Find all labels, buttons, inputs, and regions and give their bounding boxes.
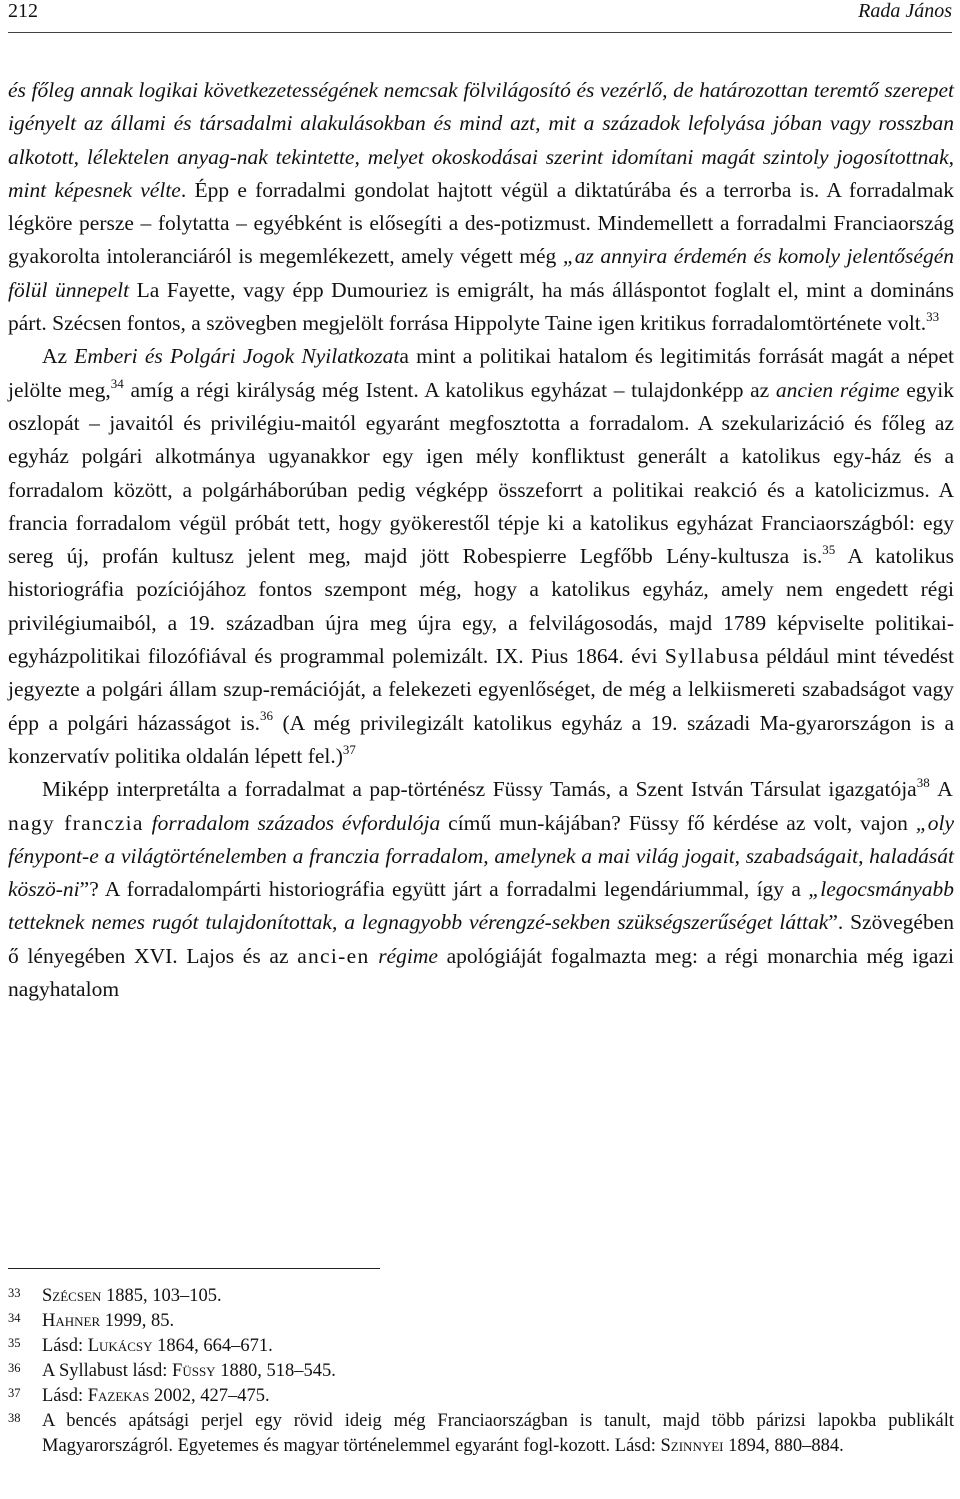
header-rule [8,32,952,33]
syllabus-term: Syllabus [664,644,750,669]
footnote-number: 33 [8,1286,21,1300]
footnote [8,1309,954,1334]
footnote-ref-35: 35 [822,542,836,557]
footnote [8,1409,954,1459]
footnote-text: A bencés apátsági perjel egy rövid ideig még Franciaországban is tanult, majd több párizsi lapokba publikált Magyarországról. Egyetemes és magyar történelemmel egyaránt fogl-kozott. Lásd: Szinnyei 1894, 880–884. [42,1411,954,1456]
footnote-number: 35 [8,1336,21,1350]
paragraph-3: Miképp interpretálta a forradalmat a pap-történész Füssy Tamás, a Szent István Társulat igazgatója$^{38}$ A nagy franczia forradalom százados évfordulója című mun-kájában? Füssy fő kérdése az volt, vajon „oly fénypont-e a világtörténelemben a franczia forradalom, amelynek a mai világ jogait, szabadságait, haladását köszö-ni”? A forradalompárti historiográfia együtt járt a forradalmi legendáriummal, így a „legocsmányabb tetteknek nemes rugót tulajdonítottak, a legnagyobb vérengzé-sekben szükségszerűséget láttak”. Szövegében ő lényegében XVI. Lajos és az anci-en régime apológiáját fogalmazta meg: a régi monarchia még igazi nagyhatalom [8,775,955,1002]
footnote-number: 36 [8,1361,21,1375]
main-text [8,74,954,1006]
footnote-ref-36: 36 [260,708,274,724]
quote-la-fayette: „az annyira érdemén és komoly jelentőségén fölül ünnepelt [8,244,955,302]
paragraph-2: Az Emberi és Polgári Jogok Nyilatkozata mint a politikai hatalom és legitimitás forrását magát a népet jelölte meg,$^{34}$ amíg a régi királyság még Istent. A katolikus egyházat – tulajdonképp az ancien régime egyik oszlopát – javaitól és privilégiu-maitól egyaránt megfosztotta a forradalom. A szekularizáció és főleg az egyház polgári alkotmánya ugyanakkor egy igen mély konfliktust generált a katolikus egy-ház és a forradalom között, a polgárháborúban pedig végképp összeforrt a politikai reakció és a katolicizmus. A francia forradalom végül próbát tett, hogy gyökerestől tépje ki a katolikus egyházat Franciaországból: egy sereg új, profán kultusz jelent meg, majd jött Robespierre Legfőbb Lény-kultusza is.$^{35}$ A katolikus historiográfia pozíciójához fontos szempont még, hogy a katolikus egyház, amely nem engedett régi privilégiumaiból, a 19. században újra meg újra egy, a felvilágosodás, majd 1789 képviselte politikai-egyházpolitikai filozófiával és programmal polemizált. IX. Pius 1864. évi Syllabusa például mint tévedést jegyezte a polgári állam szup-remációját, a felekezeti egyenlőséget, de még a lelkiismereti szabadságot vagy épp a polgári házasságot is.$^{36}$ (A még privilegizált katolikus egyház a 19. századi Ma-gyarországon is a konzervatív politika oldalán lépett fel.)$^{37}$ [8,344,955,768]
footnote-ref-34: 34 [110,375,124,391]
footnote-separator [8,1268,380,1269]
footnote [8,1384,954,1409]
footnote-number: 37 [8,1386,21,1400]
footnotes [8,1284,954,1459]
paragraph-1: és főleg annak logikai következetességének nemcsak fölvilágosító és vezérlő, de határozottan teremtő szerepet igényelt az állami és társadalmi alakulásokban és mind azt, mit a századok lefolyása jóban vagy rosszban alkotott, lélektelen anyag-nak tekintette, melyet okoskodásai szerint idomítani magát szintoly jogosítottnak, mint képesnek vélte. Épp e forradalmi gondolat hajtott végül a diktatúrába és a terrorba is. A forradalmak légköre persze – folytatta – egyébként is elősegíti a des-potizmust. Mindemellett a forradalmi Franciaország gyakorolta intoleranciáról is megemlékezett, amely végett még „az annyira érdemén és komoly jelentőségén fölül ünnepelt La Fayette, vagy épp Dumouriez is emigrált, ha más álláspontot foglalt el, mint a domináns párt. Szécsen fontos, a szövegben megjelölt forrása Hippolyte Taine igen kritikus forradalomtörténete volt.$^{33}$ [8,78,955,336]
work-title-spaced: A nagy franczia [8,777,955,835]
footnote-number: 34 [8,1311,21,1325]
footnote [8,1334,954,1359]
footnote-text: Lásd: Fazekas 2002, 427–475. [42,1386,270,1406]
running-head-author: Rada János [858,0,952,22]
footnote-text: Hahner 1999, 85. [42,1311,175,1331]
page-number: 212 [8,0,38,22]
quote-fussy-2: „legocsmányabb tetteknek nemes rugót tulajdonítottak, a legnagyobb vérengzé-sekben szükségszerűséget láttak [8,877,954,935]
ancien-regime-term: ancien régime [775,377,900,402]
quote-fussy-1: „oly fénypont-e a világtörténelemben a franczia forradalom, amelynek a mai világ jogait, szabadságait, haladását köszö-ni [8,810,954,902]
footnote-text: Szécsen 1885, 103–105. [42,1286,222,1306]
footnote-ref-33: 33 [926,308,940,324]
footnote-ref-37: 37 [342,741,356,757]
footnote-number: 38 [8,1411,21,1425]
quote-szecsen: és főleg annak logikai következetességének nemcsak fölvilágosító és vezérlő, de határozottan teremtő szerepet igényelt az állami és társadalmi alakulásokban és mind azt, mit a századok lefolyása jóban vagy rosszban alkotott, lélektelen anyag-nak tekintette, melyet okoskodásai szerint idomítani magát szintoly jogosítottnak, mint képesnek vélte [8,78,954,202]
running-header [8,0,952,28]
footnote-text: Lásd: Lukácsy 1864, 664–671. [42,1336,273,1356]
footnote-ref-38: 38 [916,775,930,791]
ancien-term-spaced: anci-en [297,943,370,968]
footnote [8,1284,954,1309]
footnote-text: A Syllabust lásd: Füssy 1880, 518–545. [42,1361,336,1381]
work-title-italic: forradalom százados évfordulója [143,810,441,835]
declaration-title: Emberi és Polgári Jogok Nyilatkozat [74,344,400,369]
regime-term: régime [378,943,438,968]
footnote [8,1359,954,1384]
